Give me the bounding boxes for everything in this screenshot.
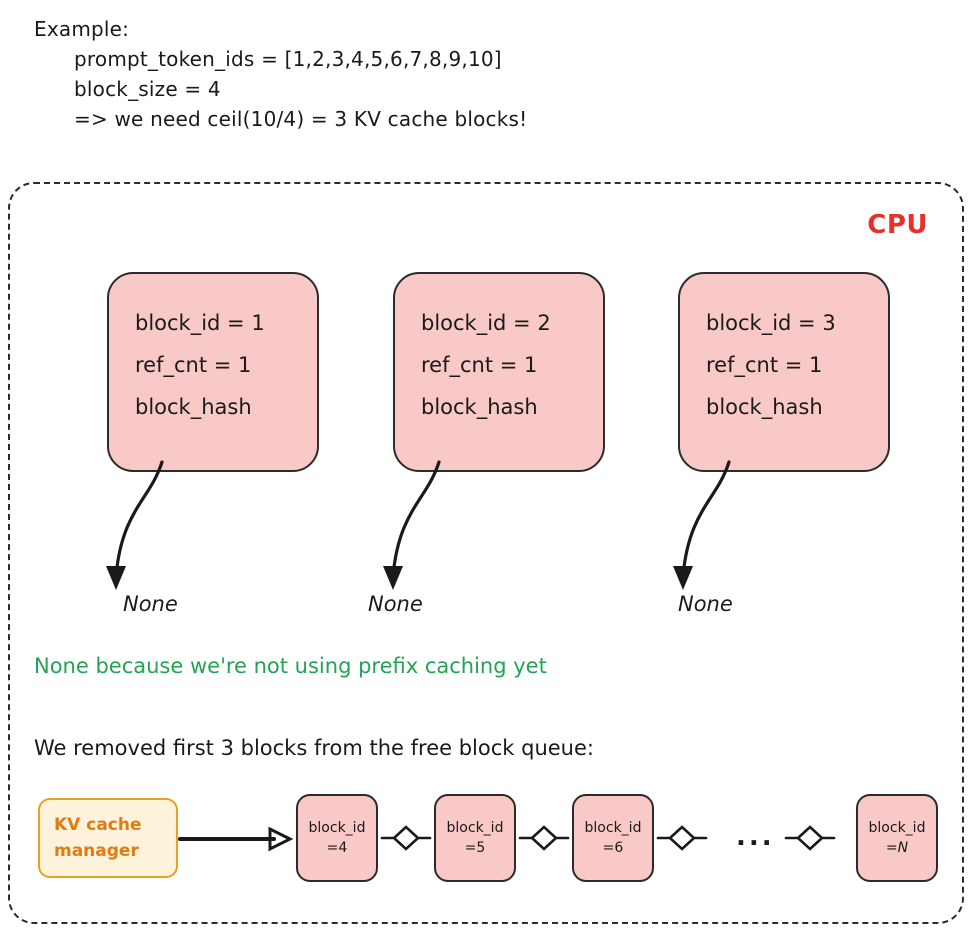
- queue-block-value: =4: [326, 840, 348, 856]
- example-text-block: [34, 14, 734, 134]
- block-id-field: block_id = 1: [135, 311, 265, 335]
- hash-to-none-arrow-icon: [88, 456, 218, 656]
- double-arrow-icon: [518, 822, 570, 854]
- kv-block-card: [678, 272, 890, 472]
- cpu-panel: [8, 182, 964, 924]
- example-line-1: prompt_token_ids = [1,2,3,4,5,6,7,8,9,10]: [74, 47, 502, 71]
- block-hash-field: block_hash: [421, 395, 538, 419]
- free-queue-block: [572, 794, 654, 882]
- free-queue-note: We removed first 3 blocks from the free block queue:: [34, 736, 594, 760]
- queue-block-value: =5: [464, 840, 486, 856]
- ref-cnt-field: ref_cnt = 1: [421, 353, 538, 377]
- double-arrow-icon: [656, 822, 708, 854]
- ref-cnt-field: ref_cnt = 1: [706, 353, 823, 377]
- prefix-caching-note: None because we're not using prefix caching yet: [34, 654, 547, 678]
- queue-block-label: block_id: [868, 820, 926, 836]
- free-queue-block: [856, 794, 938, 882]
- queue-ellipsis: ...: [736, 822, 775, 852]
- manager-to-queue-arrow-icon: [178, 824, 294, 854]
- block-id-field: block_id = 2: [421, 311, 551, 335]
- manager-label-line1: KV cache: [54, 815, 142, 835]
- queue-block-label: block_id: [308, 820, 366, 836]
- hash-to-none-arrow-icon: [655, 456, 785, 656]
- free-queue-block: [434, 794, 516, 882]
- example-line-0: Example:: [34, 17, 130, 41]
- example-line-3: => we need ceil(10/4) = 3 KV cache blocks!: [74, 107, 528, 131]
- ref-cnt-field: ref_cnt = 1: [135, 353, 252, 377]
- queue-block-value: =N: [885, 840, 909, 856]
- block-hash-value: None: [123, 592, 178, 616]
- free-queue-block: [296, 794, 378, 882]
- kv-cache-manager-box: [38, 798, 178, 878]
- queue-block-value: =6: [602, 840, 624, 856]
- queue-block-label: block_id: [446, 820, 504, 836]
- block-hash-field: block_hash: [706, 395, 823, 419]
- cpu-label: CPU: [867, 210, 928, 240]
- kv-block-card: [107, 272, 319, 472]
- block-id-field: block_id = 3: [706, 311, 836, 335]
- hash-to-none-arrow-icon: [365, 456, 495, 656]
- example-line-2: block_size = 4: [74, 77, 221, 101]
- double-arrow-icon: [784, 822, 836, 854]
- double-arrow-icon: [380, 822, 432, 854]
- block-hash-value: None: [678, 592, 733, 616]
- manager-label-line2: manager: [54, 841, 139, 861]
- block-hash-value: None: [368, 592, 423, 616]
- queue-block-label: block_id: [584, 820, 642, 836]
- block-hash-field: block_hash: [135, 395, 252, 419]
- kv-block-card: [393, 272, 605, 472]
